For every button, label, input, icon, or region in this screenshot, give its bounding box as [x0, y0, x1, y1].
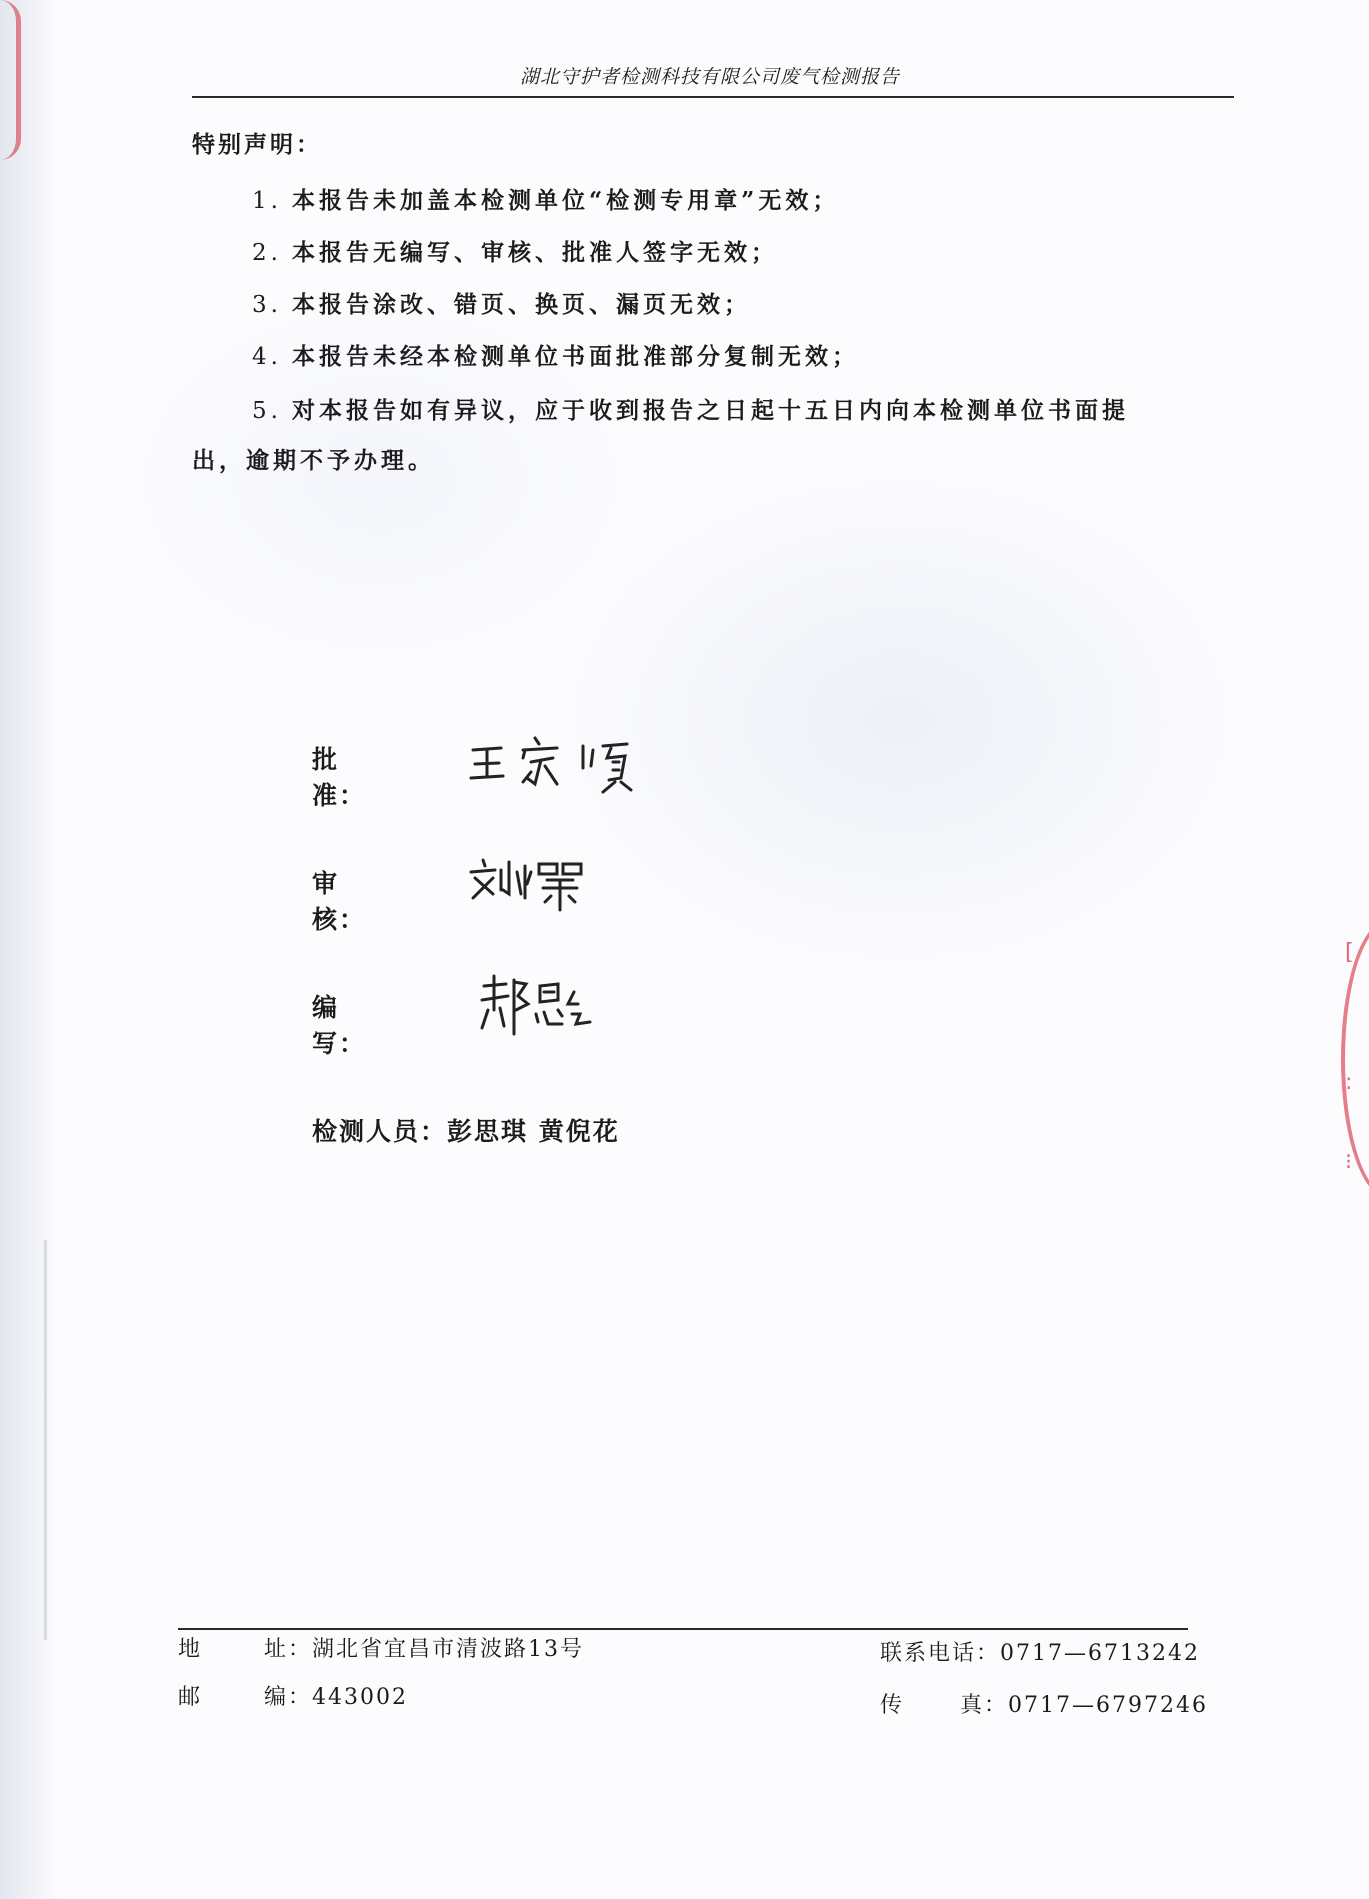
- clause-text: 本报告未加盖本检测单位“检测专用章”无效；: [291, 187, 840, 214]
- phone-value: 0717—6713242: [1000, 1641, 1200, 1666]
- compiler-signature: [478, 970, 598, 1042]
- inspectors-line: 检测人员：彭思琪 黄倪花: [312, 1117, 620, 1146]
- clause-text: 本报告无编写、审核、批准人签字无效；: [291, 239, 778, 266]
- postcode-line: 邮 编：443002: [178, 1685, 408, 1710]
- clause-number: 3.: [252, 292, 282, 318]
- report-header-title: 湖北守护者检测科技有限公司废气检测报告: [519, 66, 900, 88]
- approver-label: 批准：: [312, 745, 367, 810]
- postcode-value: 443002: [312, 1685, 408, 1710]
- declaration-clause: [252, 182, 839, 215]
- declaration-clause: [252, 392, 1129, 425]
- approver-row: [312, 740, 462, 812]
- approver-signature: [465, 728, 645, 798]
- clause-number: 2.: [252, 240, 282, 266]
- clause-number: 1.: [252, 188, 282, 214]
- address-value: 湖北省宜昌市清波路13号: [312, 1637, 585, 1662]
- reviewer-signature: [465, 850, 595, 920]
- fax-line: 传 真：0717—6797246: [880, 1693, 1208, 1718]
- compiler-label: 编写：: [312, 993, 367, 1058]
- footer-divider: [178, 1628, 1188, 1630]
- clause-number: 5.: [252, 398, 282, 424]
- declaration-clause: [252, 338, 859, 371]
- compiler-row: [312, 988, 462, 1060]
- binding-crease: [44, 1240, 47, 1640]
- red-seal-fragment-right: [ : ⁝: [1335, 920, 1369, 1190]
- declaration-clause: [252, 286, 751, 319]
- declaration-clause: [252, 234, 778, 267]
- clause-number: 4.: [252, 344, 282, 370]
- header-divider: [192, 96, 1234, 98]
- declaration-clause-continuation: 出，逾期不予办理。: [192, 447, 435, 474]
- clause-text: 本报告未经本检测单位书面批准部分复制无效；: [291, 343, 859, 370]
- phone-line: 联系电话：0717—6713242: [880, 1641, 1200, 1666]
- reviewer-label: 审核：: [312, 869, 367, 934]
- reviewer-row: [312, 864, 462, 936]
- clause-text: 本报告涂改、错页、换页、漏页无效；: [291, 291, 751, 318]
- fax-value: 0717—6797246: [1008, 1693, 1208, 1718]
- red-seal-fragment-left: [0, 0, 21, 160]
- declaration-heading: 特别声明：: [192, 131, 322, 158]
- binding-edge: [0, 0, 58, 1899]
- address-line: 地 址：湖北省宜昌市清波路13号: [178, 1637, 585, 1662]
- clause-text: 对本报告如有异议，应于收到报告之日起十五日内向本检测单位书面提: [291, 397, 1129, 424]
